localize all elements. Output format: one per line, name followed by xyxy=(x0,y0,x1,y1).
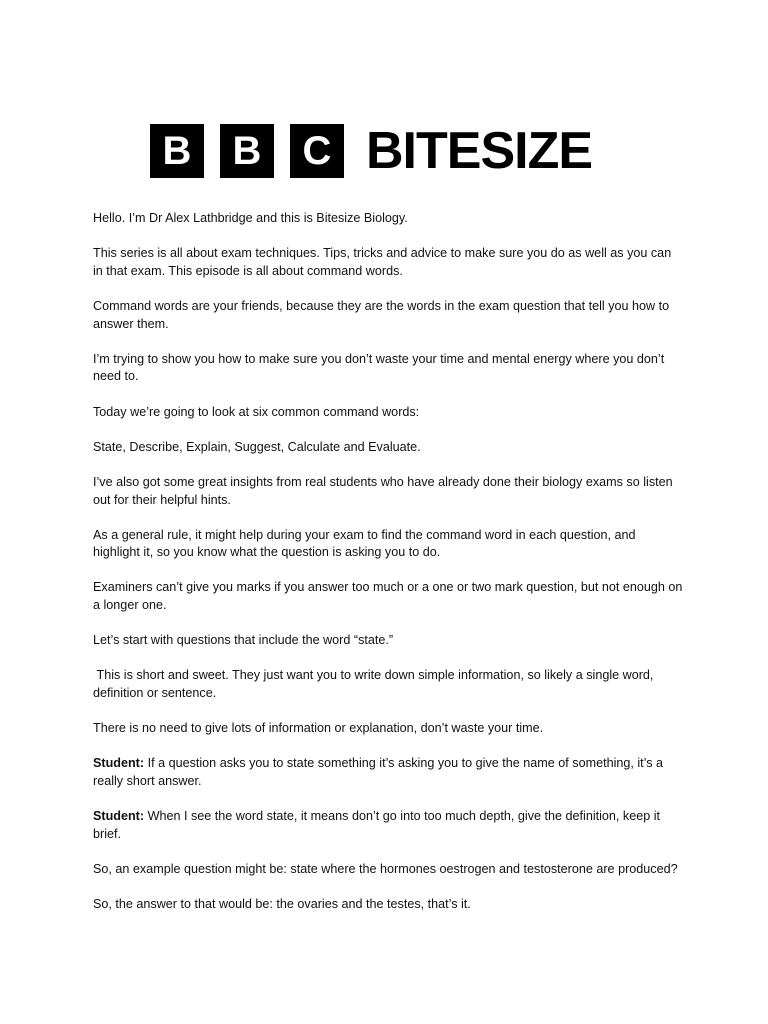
paragraph xyxy=(93,210,683,228)
bbc-bitesize-logo xyxy=(150,124,592,178)
paragraph xyxy=(93,755,683,790)
paragraph xyxy=(93,579,683,614)
paragraph-text: Command words are your friends, because they are the words in the exam question that tell you how to answer them. xyxy=(93,298,670,331)
paragraph-text: If a question asks you to state something it’s asking you to give the name of something, it’s a really short answer. xyxy=(93,756,667,788)
paragraph-text: This series is all about exam techniques. Tips, tricks and advice to make sure you do as well as you can in that exam. This episode is all about command words. xyxy=(93,246,672,278)
paragraph-text: State, Describe, Explain, Suggest, Calculate and Evaluate. xyxy=(93,439,421,454)
paragraph-text: When I see the word state, it means don’t go into too much depth, give the definition, keep it brief. xyxy=(93,809,664,841)
paragraph-text: There is no need to give lots of information or explanation, don’t waste your time. xyxy=(93,721,544,736)
logo-wordmark: BITESIZE xyxy=(366,122,593,180)
paragraph xyxy=(93,720,683,738)
logo-letter-box: B xyxy=(150,124,204,178)
paragraph xyxy=(93,245,683,280)
speaker-label: Student: xyxy=(93,809,145,824)
logo-letter-box: C xyxy=(290,124,344,178)
paragraph-text: Hello. I’m Dr Alex Lathbridge and this is Bitesize Biology. xyxy=(93,211,408,225)
paragraph xyxy=(93,474,683,509)
paragraph xyxy=(93,404,683,422)
paragraph-text: I’m trying to show you how to make sure you don’t waste your time and mental energy where you don’t need to. xyxy=(93,351,665,384)
paragraph xyxy=(93,896,683,914)
paragraph-text: As a general rule, it might help during your exam to find the command word in each question, and highlight it, so you know what the question is asking you to do. xyxy=(93,527,636,560)
paragraph-text: Let’s start with questions that include the word “state.” xyxy=(93,633,394,648)
paragraph xyxy=(93,861,683,879)
paragraph-text: This is short and sweet. They just want you to write down simple information, so likely a single word, definition or sentence. xyxy=(93,668,657,701)
paragraph xyxy=(93,808,683,843)
paragraph xyxy=(93,439,683,457)
paragraph-text: So, an example question might be: state where the hormones oestrogen and testosterone are produced? xyxy=(93,861,678,876)
paragraph-text: So, the answer to that would be: the ovaries and the testes, that’s it. xyxy=(93,897,471,912)
paragraph xyxy=(93,298,683,333)
paragraph-text: I’ve also got some great insights from real students who have already done their biology exams so listen out for their helpful hints. xyxy=(93,474,673,507)
speaker-label: Student: xyxy=(93,756,145,771)
paragraph-text: Today we’re going to look at six common command words: xyxy=(93,404,420,419)
transcript-body xyxy=(93,210,683,931)
paragraph xyxy=(93,667,683,702)
paragraph-text: Examiners can’t give you marks if you answer too much or a one or two mark question, but not enough on a longer one. xyxy=(93,580,683,613)
paragraph xyxy=(93,632,683,650)
paragraph xyxy=(93,351,683,386)
paragraph xyxy=(93,527,683,562)
logo-letter-box: B xyxy=(220,124,274,178)
